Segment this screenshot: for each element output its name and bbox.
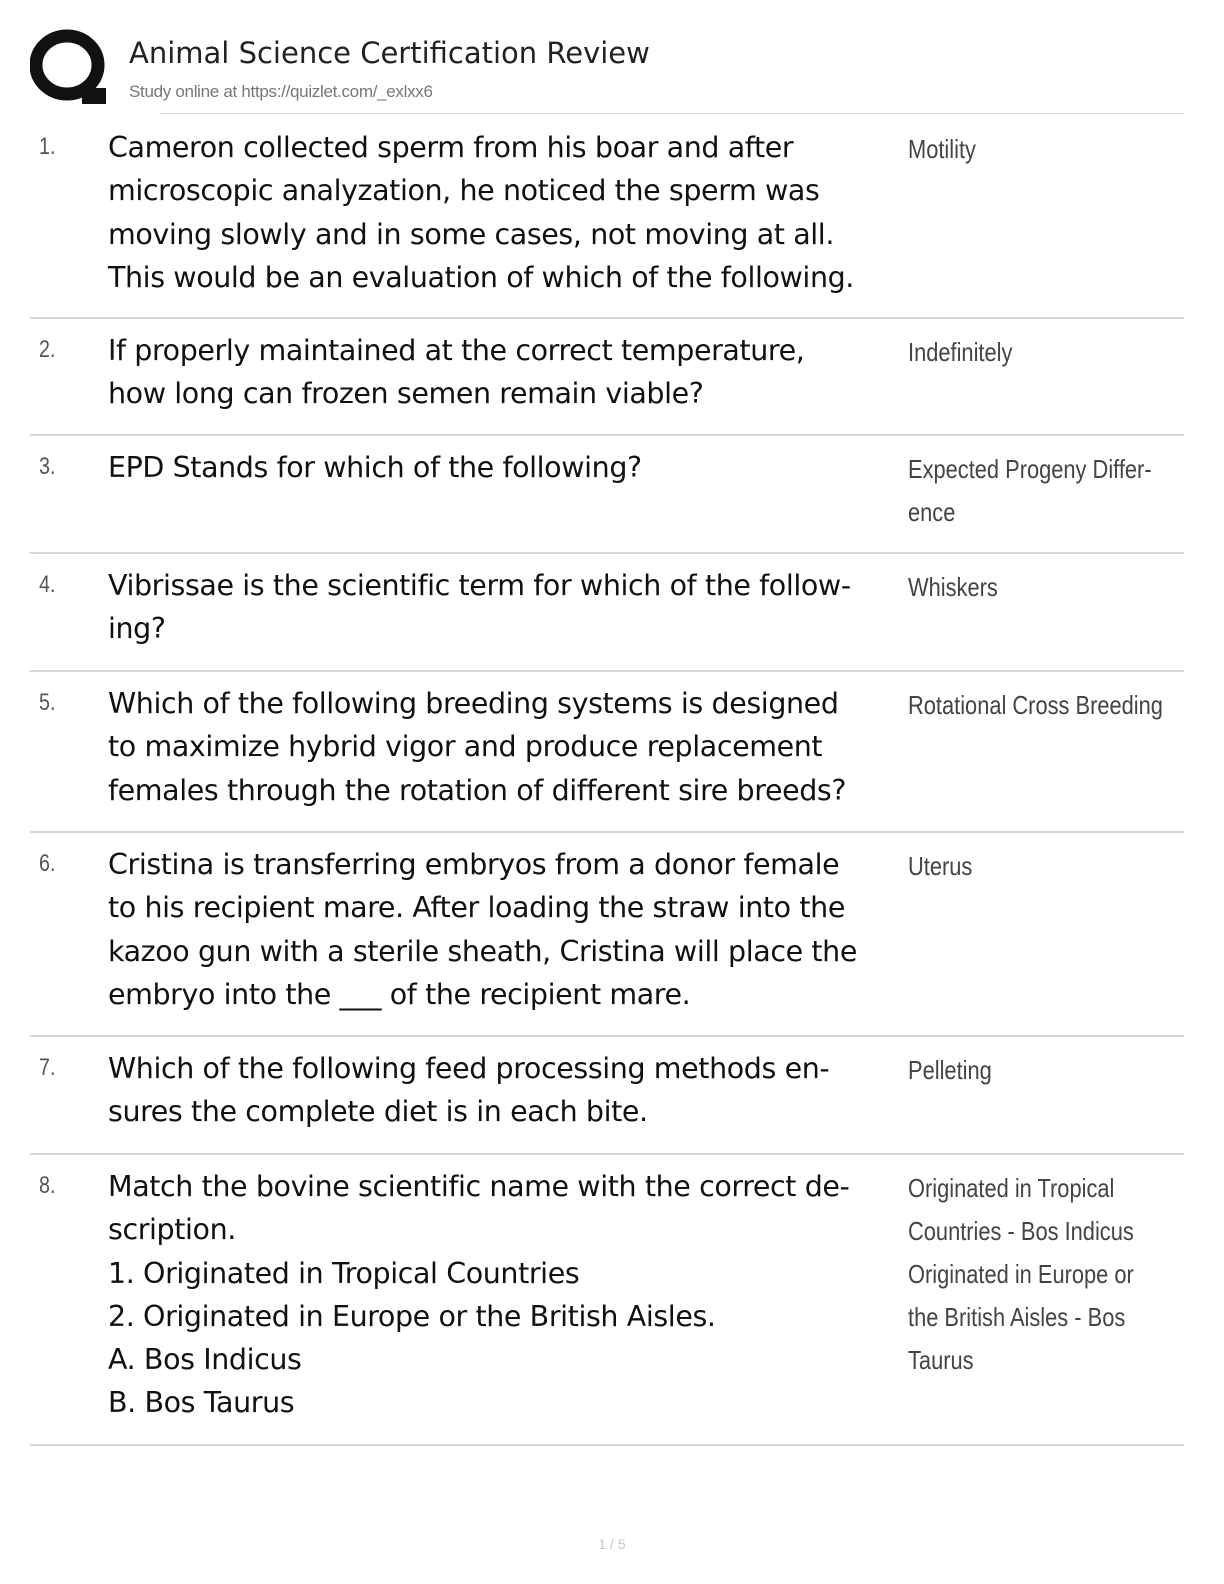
- term-line: A. Bos Indicus: [108, 1343, 302, 1377]
- card-term: [108, 682, 908, 812]
- term-line: EPD Stands for which of the following?: [108, 451, 642, 484]
- header-divider: [160, 113, 1184, 114]
- term-line: ing?: [108, 612, 166, 646]
- card-definition: [908, 128, 1143, 171]
- definition-line: Pelleting: [908, 1055, 992, 1085]
- flashcard-row: [30, 1155, 1184, 1446]
- flashcard-row: [30, 436, 1184, 554]
- card-definition: [908, 845, 1143, 888]
- card-term: [108, 446, 908, 489]
- term-line: Which of the following feed processing methods en-: [108, 1052, 830, 1085]
- flashcard-row: [30, 833, 1184, 1037]
- term-line: how long can frozen semen remain viable?: [108, 377, 704, 411]
- card-term: [108, 329, 908, 416]
- card-term: [108, 1165, 908, 1425]
- card-term: [108, 126, 908, 299]
- definition-line: Rotational Cross Breeding: [908, 690, 1163, 720]
- page-indicator: 1 / 5: [598, 1536, 626, 1552]
- flashcard-row: [30, 554, 1184, 672]
- definition-line: Indefinitely: [908, 337, 1013, 367]
- card-number: 3.: [39, 453, 56, 480]
- definition-line: Uterus: [908, 851, 973, 881]
- term-line: 2. Originated in Europe or the British Aisles.: [108, 1299, 716, 1333]
- page-header: [30, 28, 1184, 114]
- definition-line: Motility: [908, 134, 976, 164]
- term-line: This would be an evaluation of which of the following.: [108, 260, 854, 294]
- term-line: 1. Originated in Tropical Countries: [108, 1256, 580, 1290]
- study-online-link-text: Study online at https://quizlet.com/_exlxx6: [129, 82, 433, 101]
- card-number: 4.: [39, 571, 56, 598]
- card-term: [108, 1047, 908, 1134]
- card-definition: [908, 448, 1152, 534]
- definition-line: Taurus: [908, 1345, 974, 1375]
- flashcard-list: [30, 116, 1184, 1446]
- card-number: 7.: [39, 1054, 56, 1081]
- definition-line: Whiskers: [908, 572, 998, 602]
- definition-line: Expected Progeny Differ-: [908, 454, 1152, 484]
- term-line: kazoo gun with a sterile sheath, Cristina will place the: [108, 934, 857, 968]
- definition-line: Countries - Bos Indicus: [908, 1216, 1134, 1246]
- definition-line: ence: [908, 497, 956, 527]
- flashcard-row: [30, 1037, 1184, 1155]
- term-line: Vibrissae is the scientific term for which of the follow-: [108, 569, 851, 602]
- card-number: 1.: [39, 133, 56, 160]
- card-number: 5.: [39, 689, 56, 716]
- term-line: microscopic analyzation, he noticed the sperm was: [108, 174, 820, 208]
- quizlet-q-logo-icon: [30, 28, 112, 110]
- term-line: to maximize hybrid vigor and produce replacement: [108, 730, 823, 764]
- card-term: [108, 564, 908, 651]
- flashcard-row: [30, 319, 1184, 436]
- card-definition: [908, 1049, 1143, 1092]
- card-number: 2.: [39, 336, 56, 363]
- flashcard-row: [30, 116, 1184, 319]
- card-definition: [908, 566, 1143, 609]
- term-line: Match the bovine scientific name with the correct de-: [108, 1170, 850, 1203]
- page-title: Animal Science Certification Review: [129, 36, 650, 70]
- term-line: B. Bos Taurus: [108, 1386, 295, 1420]
- flashcard-row: [30, 672, 1184, 833]
- card-definition: [908, 331, 1143, 374]
- definition-line: Originated in Europe or: [908, 1259, 1134, 1289]
- term-line: Cameron collected sperm from his boar and after: [108, 131, 794, 164]
- definition-line: Originated in Tropical: [908, 1173, 1115, 1203]
- term-line: embryo into the ___ of the recipient mare.: [108, 977, 691, 1011]
- term-line: moving slowly and in some cases, not moving at all.: [108, 217, 834, 251]
- card-number: 8.: [39, 1172, 56, 1199]
- card-definition: [908, 684, 1163, 727]
- term-line: scription.: [108, 1213, 236, 1247]
- card-definition: [908, 1167, 1143, 1382]
- card-term: [108, 843, 908, 1016]
- term-line: If properly maintained at the correct temperature,: [108, 334, 805, 367]
- term-line: sures the complete diet is in each bite.: [108, 1095, 648, 1129]
- term-line: females through the rotation of different sire breeds?: [108, 773, 847, 807]
- card-number: 6.: [39, 850, 56, 877]
- term-line: to his recipient mare. After loading the straw into the: [108, 891, 845, 925]
- term-line: Which of the following breeding systems is designed: [108, 687, 839, 720]
- term-line: Cristina is transferring embryos from a donor female: [108, 848, 840, 881]
- definition-line: the British Aisles - Bos: [908, 1302, 1126, 1332]
